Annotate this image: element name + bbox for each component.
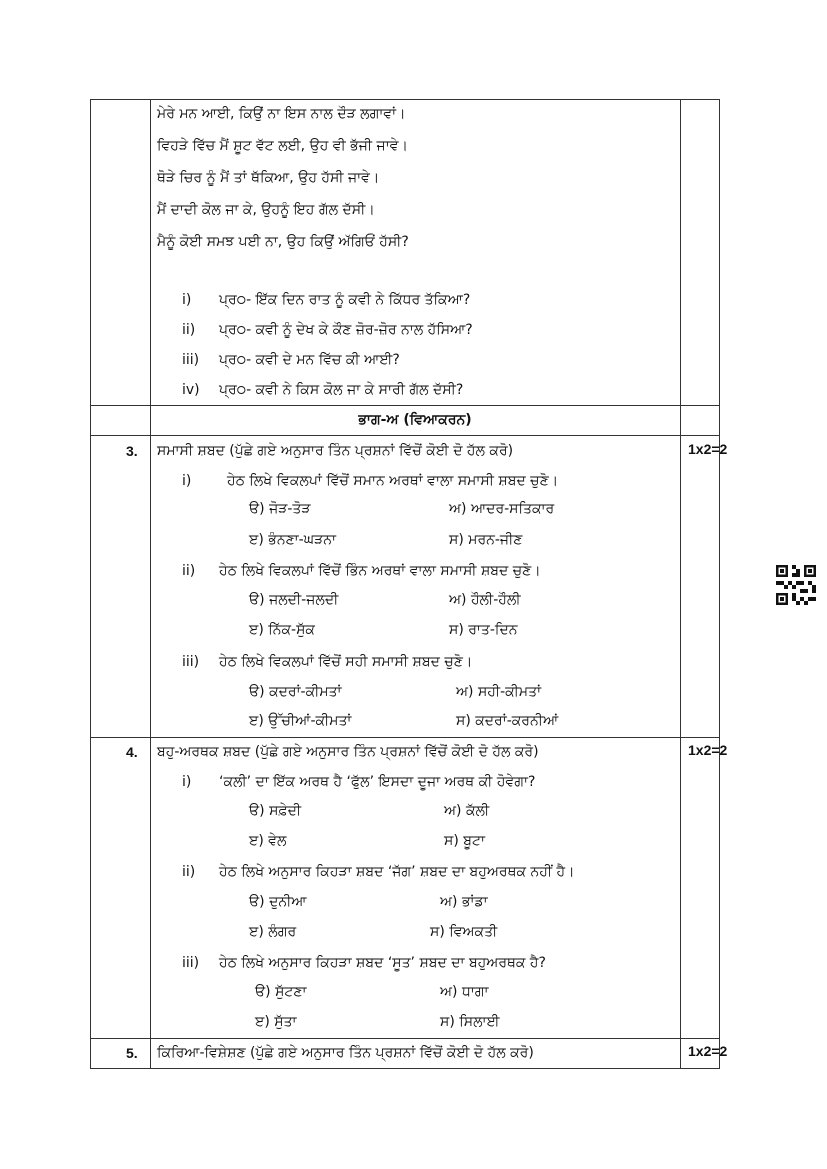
question-text: ਪ੍ਰ੦- ਕਵੀ ਨੇ ਕਿਸ ਕੋਲ ਜਾ ਕੇ ਸਾਰੀ ਗੱਲ ਦੱਸੀ? [219, 382, 464, 398]
table-right-border [719, 99, 720, 1069]
marks-label: 1x2=2 [688, 441, 728, 457]
option: ਅ) ਸਹੀ-ਕੀਮਤਾਂ [456, 684, 542, 700]
option: ੳ) ਸੁੱਟਣਾ [255, 984, 307, 1000]
option: ੲ) ਨਿੱਕ-ਸੁੱਕ [249, 622, 315, 638]
row-divider [90, 737, 720, 738]
subquestion-text: ਹੇਠ ਲਿਖੇ ਵਿਕਲਪਾਂ ਵਿੱਚੋਂ ਸਹੀ ਸਮਾਸੀ ਸ਼ਬਦ ਚੁਣੋ। [219, 654, 473, 670]
question-number: i) [182, 292, 192, 308]
subquestion-text: ਹੇਠ ਲਿਖੇ ਵਿਕਲਪਾਂ ਵਿੱਚੋਂ ਸਮਾਨ ਅਰਥਾਂ ਵਾਲਾ ਸਮਾਸੀ ਸ਼ਬਦ ਚੁਣੋ। [227, 473, 559, 489]
subquestion-number: iii) [182, 654, 200, 670]
question-number: iv) [182, 382, 200, 398]
row-divider [90, 1038, 720, 1039]
table-bottom-border [90, 1068, 720, 1069]
subquestion-number: iii) [182, 955, 200, 971]
subquestion-number: i) [182, 774, 192, 790]
question-number: iii) [182, 352, 200, 368]
subquestion-text: ਹੇਠ ਲਿਖੇ ਅਨੁਸਾਰ ਕਿਹੜਾ ਸ਼ਬਦ ‘ਜੱਗ’ ਸ਼ਬਦ ਦਾ ਬਹੁਅਰਥਕ ਨਹੀਂ ਹੈ। [219, 864, 575, 880]
option: ੳ) ਕਦਰਾਂ-ਕੀਮਤਾਂ [249, 684, 342, 700]
row-divider [90, 435, 720, 436]
marks-label: 1x2=2 [688, 742, 728, 758]
question-number: 4. [126, 744, 138, 760]
option: ਸ) ਕਦਰਾਂ-ਕਰਨੀਆਂ [456, 713, 559, 729]
subquestion-number: i) [182, 473, 192, 489]
option: ੲ) ਵੇਲ [249, 833, 287, 849]
question-title: ਬਹੁ-ਅਰਥਕ ਸ਼ਬਦ (ਪੁੱਛੇ ਗਏ ਅਨੁਸਾਰ ਤਿੰਨ ਪ੍ਰਸ਼ਨਾਂ ਵਿੱਚੋਂ ਕੋਈ ਦੋ ਹੱਲ ਕਰੋ) [157, 744, 539, 760]
subquestion-text: ਹੇਠ ਲਿਖੇ ਅਨੁਸਾਰ ਕਿਹੜਾ ਸ਼ਬਦ ‘ਸੂਤ’ ਸ਼ਬਦ ਦਾ ਬਹੁਅਰਥਕ ਹੈ? [219, 955, 546, 971]
option: ਅ) ਭਾਂਡਾ [440, 894, 488, 910]
column-divider [680, 99, 681, 1069]
poem-line: ਵਿਹੜੇ ਵਿੱਚ ਮੈਂ ਸ਼ੂਟ ਵੱਟ ਲਈ, ਉਹ ਵੀ ਭੱਜੀ ਜਾਵੇ। [157, 138, 408, 154]
subquestion-number: ii) [182, 864, 196, 880]
table-top-border [90, 99, 720, 100]
option: ਸ) ਮਰਨ-ਜੀਣ [449, 532, 523, 548]
question-number: ii) [182, 322, 196, 338]
option: ਸ) ਵਿਅਕਤੀ [430, 924, 498, 940]
option: ੳ) ਸਫ਼ੇਦੀ [249, 803, 302, 819]
option: ਅ) ਧਾਗਾ [440, 984, 489, 1000]
section-heading: ਭਾਗ-ਅ (ਵਿਆਕਰਨ) [358, 412, 472, 428]
option: ੲ) ਉੱਚੀਆਂ-ਕੀਮਤਾਂ [249, 713, 352, 729]
subquestion-text: ਹੇਠ ਲਿਖੇ ਵਿਕਲਪਾਂ ਵਿੱਚੋਂ ਭਿੰਨ ਅਰਥਾਂ ਵਾਲਾ ਸਮਾਸੀ ਸ਼ਬਦ ਚੁਣੋ। [219, 563, 541, 579]
column-divider [150, 99, 151, 1069]
option: ਅ) ਹੌਲੀ-ਹੌਲੀ [449, 592, 521, 608]
option: ਸ) ਸਿਲਾਈ [440, 1014, 500, 1030]
subquestion-number: ii) [182, 563, 196, 579]
subquestion-text: ‘ਕਲੀ’ ਦਾ ਇੱਕ ਅਰਥ ਹੈ ‘ਫੁੱਲ’ ਇਸਦਾ ਦੂਜਾ ਅਰਥ ਕੀ ਹੋਵੇਗਾ? [219, 774, 536, 790]
question-number: 5. [126, 1045, 138, 1061]
poem-line: ਮੇਰੇ ਮਨ ਆਈ, ਕਿਉਂ ਨਾ ਇਸ ਨਾਲ ਦੌੜ ਲਗਾਵਾਂ। [157, 106, 406, 122]
poem-line: ਮੈਂ ਦਾਦੀ ਕੋਲ ਜਾ ਕੇ, ਉਹਨੂੰ ਇਹ ਗੱਲ ਦੱਸੀ। [157, 202, 375, 218]
table-left-border [90, 99, 91, 1069]
option: ੲ) ਲੰਗਰ [249, 924, 297, 940]
marks-label: 1x2=2 [688, 1043, 728, 1059]
question-text: ਪ੍ਰ੦- ਕਵੀ ਨੂੰ ਦੇਖ ਕੇ ਕੌਣ ਜ਼ੋਰ-ਜ਼ੋਰ ਨਾਲ ਹੱਸਿਆ? [219, 322, 473, 338]
option: ਅ) ਆਦਰ-ਸਤਿਕਾਰ [449, 501, 555, 517]
option: ੲ) ਭੰਨਣਾ-ਘੜਨਾ [249, 532, 337, 548]
option: ਅ) ਕੱਲੀ [444, 803, 490, 819]
qr-code-icon [776, 565, 816, 605]
question-title: ਸਮਾਸੀ ਸ਼ਬਦ (ਪੁੱਛੇ ਗਏ ਅਨੁਸਾਰ ਤਿੰਨ ਪ੍ਰਸ਼ਨਾਂ ਵਿੱਚੋਂ ਕੋਈ ਦੋ ਹੱਲ ਕਰੋ) [157, 443, 514, 459]
option: ੲ) ਸੁੱਤਾ [255, 1014, 297, 1030]
option: ੳ) ਦੁਨੀਆ [249, 894, 307, 910]
option: ੳ) ਜਲਦੀ-ਜਲਦੀ [249, 592, 339, 608]
option: ਸ) ਬੂਟਾ [444, 833, 485, 849]
question-text: ਪ੍ਰ੦- ਕਵੀ ਦੇ ਮਨ ਵਿੱਚ ਕੀ ਆਈ? [219, 352, 400, 368]
option: ੳ) ਜੋੜ-ਤੋੜ [249, 501, 311, 517]
option: ਸ) ਰਾਤ-ਦਿਨ [449, 622, 518, 638]
question-title: ਕਿਰਿਆ-ਵਿਸ਼ੇਸ਼ਣ (ਪੁੱਛੇ ਗਏ ਅਨੁਸਾਰ ਤਿੰਨ ਪ੍ਰਸ਼ਨਾਂ ਵਿੱਚੋਂ ਕੋਈ ਦੋ ਹੱਲ ਕਰੋ) [157, 1045, 534, 1061]
poem-line: ਥੋੜੇ ਚਿਰ ਨੂੰ ਮੈਂ ਤਾਂ ਥੱਕਿਆ, ਉਹ ਹੱਸੀ ਜਾਵੇ। [157, 170, 380, 186]
row-divider [90, 405, 720, 406]
question-number: 3. [126, 443, 138, 459]
question-text: ਪ੍ਰ੦- ਇੱਕ ਦਿਨ ਰਾਤ ਨੂੰ ਕਵੀ ਨੇ ਕਿੱਧਰ ਤੱਕਿਆ? [219, 292, 471, 308]
poem-line: ਮੈਨੂੰ ਕੋਈ ਸਮਝ ਪਈ ਨਾ, ਉਹ ਕਿਉਂ ਅੱਗਿਓਂ ਹੱਸੀ? [157, 234, 409, 250]
